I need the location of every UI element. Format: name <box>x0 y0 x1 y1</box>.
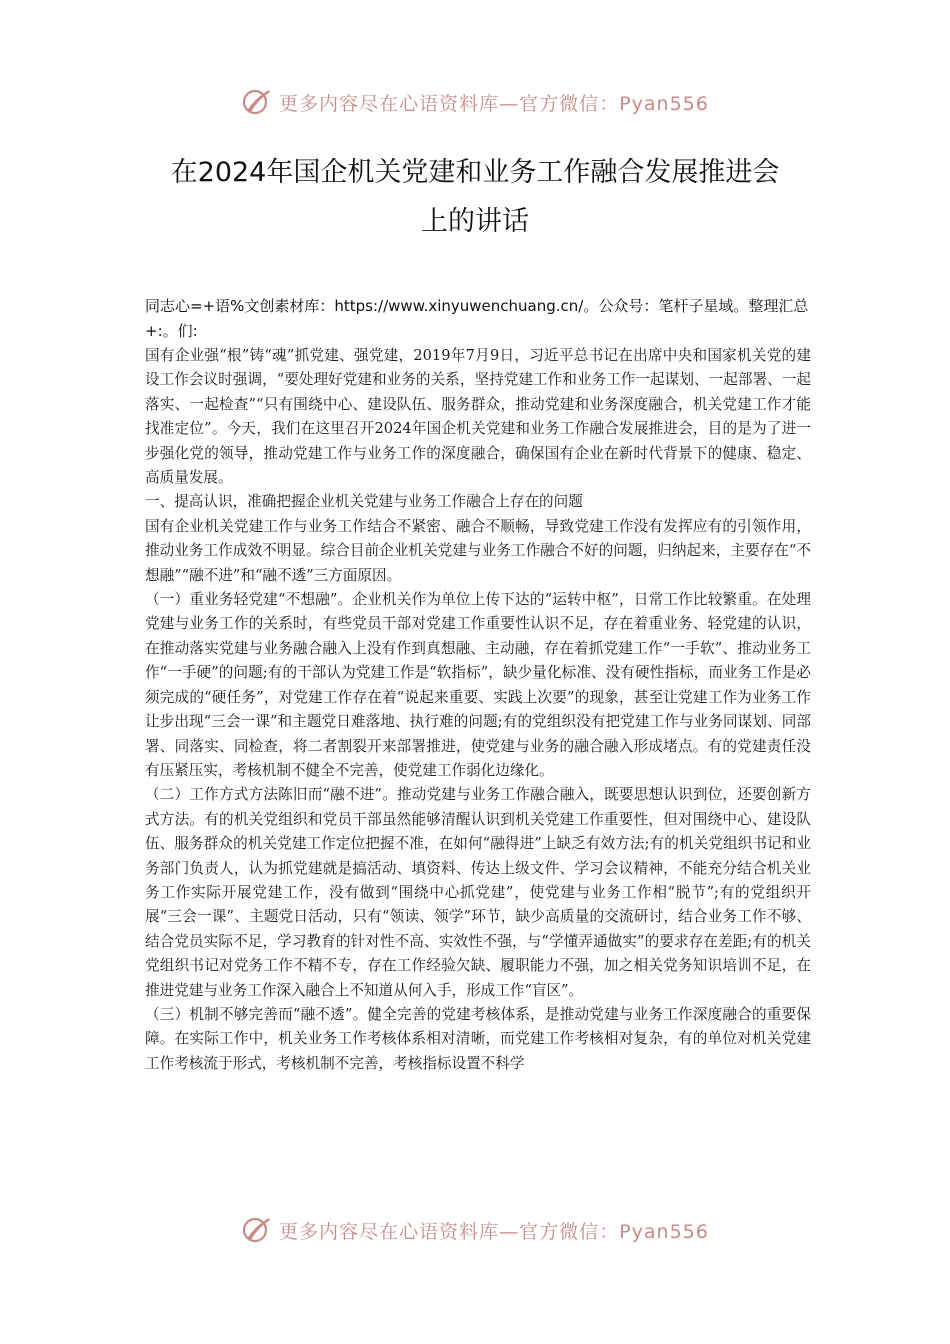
banner-text <box>279 1217 709 1244</box>
paragraph-point-3: （三）机制不够完善而“融不透”。健全完善的党建考核体系，是推动党建与业务工作深度融合的重要保障。在实际工作中，机关业务工作考核体系相对清晰，而党建工作考核相对复杂，有的单位对机关党建工作考核流于形式，考核机制不完善，考核指标设置不科学 <box>145 1005 811 1072</box>
banner-separator: — <box>499 1220 520 1243</box>
paragraph-point-2: （二）工作方式方法陈旧而“融不进”。推动党建与业务工作融合融入，既要思想认识到位，还要创新方式方法。有的机关党组织和党员干部虽然能够清醒认识到机关党建工作重要性，但对围绕中心、建设队伍、服务群众的机关党建工作定位把握不准，在如何“融得进”上缺乏有效方法;有的机关党组织书记和业务部门负责人，认为抓党建就是搞活动、填资料、传达上级文件、学习会议精神，不能充分结合机关业务工作实际开展党建工作，没有做到“围绕中心抓党建”，使党建与业务工作相“脱节”;有的党组织开展“三会一课”、主题党日活动，只有“领读、领学”环节，缺少高质量的交流研讨，结合业务工作不够、结合党员实际不足，学习教育的针对性不高、实效性不强，与“学懂弄通做实”的要求存在差距;有的机关党组织书记对党务工作不精不专，存在工作经验欠缺、履职能力不强，加之相关党务知识培训不足，在推进党建与业务工作深入融合上不知道从何入手，形成工作“盲区”。 <box>145 786 811 999</box>
banner-title: 更多内容尽在心语资料库 <box>279 92 500 115</box>
banner-title: 更多内容尽在心语资料库 <box>279 1220 500 1243</box>
brush-logo-icon <box>241 86 273 118</box>
banner-account: Pyan556 <box>619 1220 709 1243</box>
banner-account: Pyan556 <box>619 92 709 115</box>
title-line-1: 在2024年国企机关党建和业务工作融合发展推进会 <box>170 157 780 188</box>
banner-separator: — <box>499 92 520 115</box>
paragraph-intro: 国有企业强“根”铸“魂”抓党建、强党建，2019年7月9日，习近平总书记在出席中央和国家机关党的建设工作会议时强调，“要处理好党建和业务的关系，坚持党建工作和业务工作一起谋划、一起部署、一起落实、一起检查”“只有围绕中心、建设队伍、服务群众，推动党建和业务深度融合，机关党建工作才能找准定位”。今天，我们在这里召开2024年国企机关党建和业务工作融合发展推进会，目的是为了进一步强化党的领导，推动党建工作与业务工作的深度融合，确保国有企业在新时代背景下的健康、稳定、高质量发展。 <box>145 347 811 487</box>
paragraph-point-1: （一）重业务轻党建“不想融”。企业机关作为单位上传下达的“运转中枢”，日常工作比较繁重。在处理党建与业务工作的关系时，有些党员干部对党建工作重要性认识不足，存在着重业务、轻党建的认识，在推动落实党建与业务融合融入上没有作到真想融、主动融，存在着抓党建工作“一手软”、推动业务工作“一手硬”的问题;有的干部认为党建工作是“软指标”，缺少量化标准、没有硬性指标，而业务工作是必须完成的“硬任务”，对党建工作存在着“说起来重要、实践上次要”的现象，甚至让党建工作为业务工作让步出现“三会一课”和主题党日难落地、执行难的问题;有的党组织没有把党建工作与业务同谋划、同部署、同落实、同检查，将二者割裂开来部署推进，使党建与业务的融合融入形成堵点。有的党建责任没有压紧压实，考核机制不健全不完善，使党建工作弱化边缘化。 <box>145 591 811 779</box>
banner-label: 官方微信： <box>519 1220 620 1243</box>
source-note: 同志心=+语%文创素材库：https://www.xinyuwenchuang.cn/。公众号：笔杆子星域。整理汇总+:。们: <box>145 297 809 340</box>
footer-watermark-banner <box>0 1210 950 1250</box>
document-body <box>145 294 811 1076</box>
section-heading-1: 一、提高认识，准确把握企业机关党建与业务工作融合上存在的问题 <box>145 493 583 511</box>
paragraph-overview: 国有企业机关党建工作与业务工作结合不紧密、融合不顺畅，导致党建工作没有发挥应有的引领作用，推动业务工作成效不明显。综合目前企业机关党建与业务工作融合不好的问题，归纳起来，主要存在“不想融”“融不进”和“融不透”三方面原因。 <box>145 517 811 584</box>
document-title <box>120 148 830 246</box>
banner-label: 官方微信： <box>519 92 620 115</box>
title-line-2: 上的讲话 <box>421 206 529 237</box>
banner-text <box>279 89 709 116</box>
brush-logo-icon <box>241 1214 273 1246</box>
header-watermark-banner <box>0 82 950 122</box>
